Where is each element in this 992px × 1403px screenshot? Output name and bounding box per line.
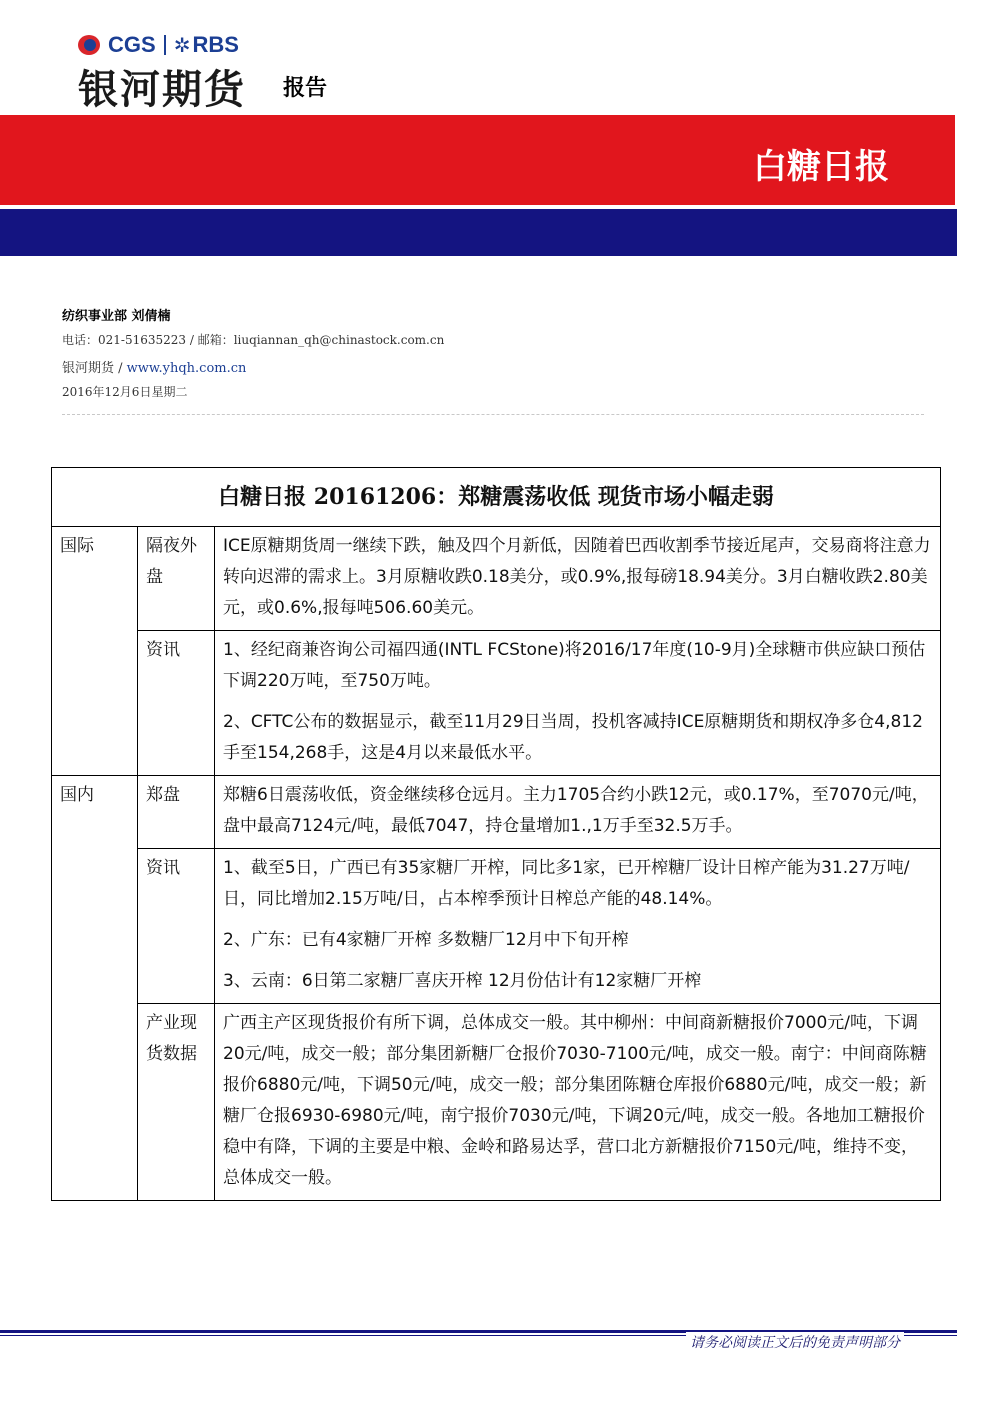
paragraph: 3、云南：6日第二家糖厂喜庆开榨 12月份估计有12家糖厂开榨 — [223, 971, 702, 991]
paragraph: 2、广东：已有4家糖厂开榨 多数糖厂12月中下旬开榨 — [223, 930, 629, 950]
category-cell: 隔夜外盘 — [138, 527, 215, 631]
title-banner — [0, 115, 955, 205]
author-line: 纺织事业部 刘倩楠 — [62, 309, 171, 324]
logo-cgs-text: CGS — [108, 32, 156, 57]
table-row — [52, 527, 941, 631]
report-date: 2016年12月6日星期二 — [62, 385, 188, 399]
banner-title: 白糖日报 — [753, 147, 889, 187]
table-row — [52, 631, 941, 776]
content-cell — [215, 776, 941, 849]
content-cell — [215, 631, 941, 776]
region-cell: 国际 — [52, 527, 138, 776]
table-row — [52, 1004, 941, 1201]
table-row — [52, 776, 941, 849]
report-table — [51, 467, 941, 1201]
blue-banner — [0, 209, 957, 256]
paragraph: 2、CFTC公布的数据显示，截至11月29日当周，投机客减持ICE原糖期货和期权净多仓4,812手至154,268手，这是4月以来最低水平。 — [223, 712, 923, 763]
cgs-logo-icon — [78, 35, 104, 55]
cgs-rbs-logo — [78, 30, 239, 60]
paragraph: 1、经纪商兼咨询公司福四通(INTL FCStone)将2016/17年度(10-9月)全球糖市供应缺口预估下调220万吨，至750万吨。 — [223, 640, 926, 691]
contact-line: 电话：021-51635223 / 邮箱：liuqiannan_qh@chinastock.com.cn — [62, 333, 445, 347]
paragraph: 1、截至5日，广西已有35家糖厂开榨，同比多1家，已开榨糖厂设计日榨产能为31.27万吨/日，同比增加2.15万吨/日，占本榨季预计日榨总产能的48.14%。 — [223, 858, 910, 909]
category-cell: 郑盘 — [138, 776, 215, 849]
content-cell — [215, 1004, 941, 1201]
company-name: 银河期货 / — [62, 361, 127, 376]
category-cell: 产业现货数据 — [138, 1004, 215, 1201]
report-type-label: 报告 — [283, 76, 328, 101]
content-cell — [215, 527, 941, 631]
table-header-row — [52, 468, 941, 527]
category-cell: 资讯 — [138, 849, 215, 1004]
rbs-logo-icon: ✲ — [173, 33, 191, 57]
divider — [62, 414, 924, 415]
logo-rbs-text: RBS — [192, 32, 239, 57]
table-row — [52, 849, 941, 1004]
logo-divider — [164, 35, 166, 55]
website-line — [62, 357, 246, 376]
content-cell — [215, 849, 941, 1004]
brand-name: 银河期货 — [78, 67, 246, 113]
region-cell: 国内 — [52, 776, 138, 1201]
paragraph: ICE原糖期货周一继续下跌，触及四个月新低，因随着巴西收割季节接近尾声，交易商将注意力转向迟滞的需求上。3月原糖收跌0.18美分，或0.9%,报每磅18.94美分。3月白糖收跌2.80美元，或0.6%,报每吨506.60美元。 — [223, 536, 931, 618]
paragraph: 广西主产区现货报价有所下调，总体成交一般。其中柳州：中间商新糖报价7000元/吨，下调20元/吨，成交一般；部分集团新糖厂仓报价7030-7100元/吨，成交一般。南宁：中间商陈糖报价6880元/吨，下调50元/吨，成交一般；部分集团陈糖仓库报价6880元/吨，成交一般；新糖厂仓报6930-6980元/吨，南宁报价7030元/吨，下调20元/吨，成交一般。各地加工糖报价稳中有降，下调的主要是中粮、金岭和路易达孚，营口北方新糖报价7150元/吨，维持不变，总体成交一般。 — [223, 1013, 927, 1188]
disclaimer-text: 请务必阅读正文后的免责声明部分 — [686, 1332, 904, 1352]
website-link[interactable]: www.yhqh.com.cn — [126, 361, 247, 376]
paragraph: 郑糖6日震荡收低，资金继续移仓远月。主力1705合约小跌12元，或0.17%，至7070元/吨，盘中最高7124元/吨，最低7047，持仓量增加1.,1万手至32.5万手。 — [223, 785, 929, 836]
category-cell: 资讯 — [138, 631, 215, 776]
report-title: 白糖日报 20161206：郑糖震荡收低 现货市场小幅走弱 — [52, 468, 941, 527]
